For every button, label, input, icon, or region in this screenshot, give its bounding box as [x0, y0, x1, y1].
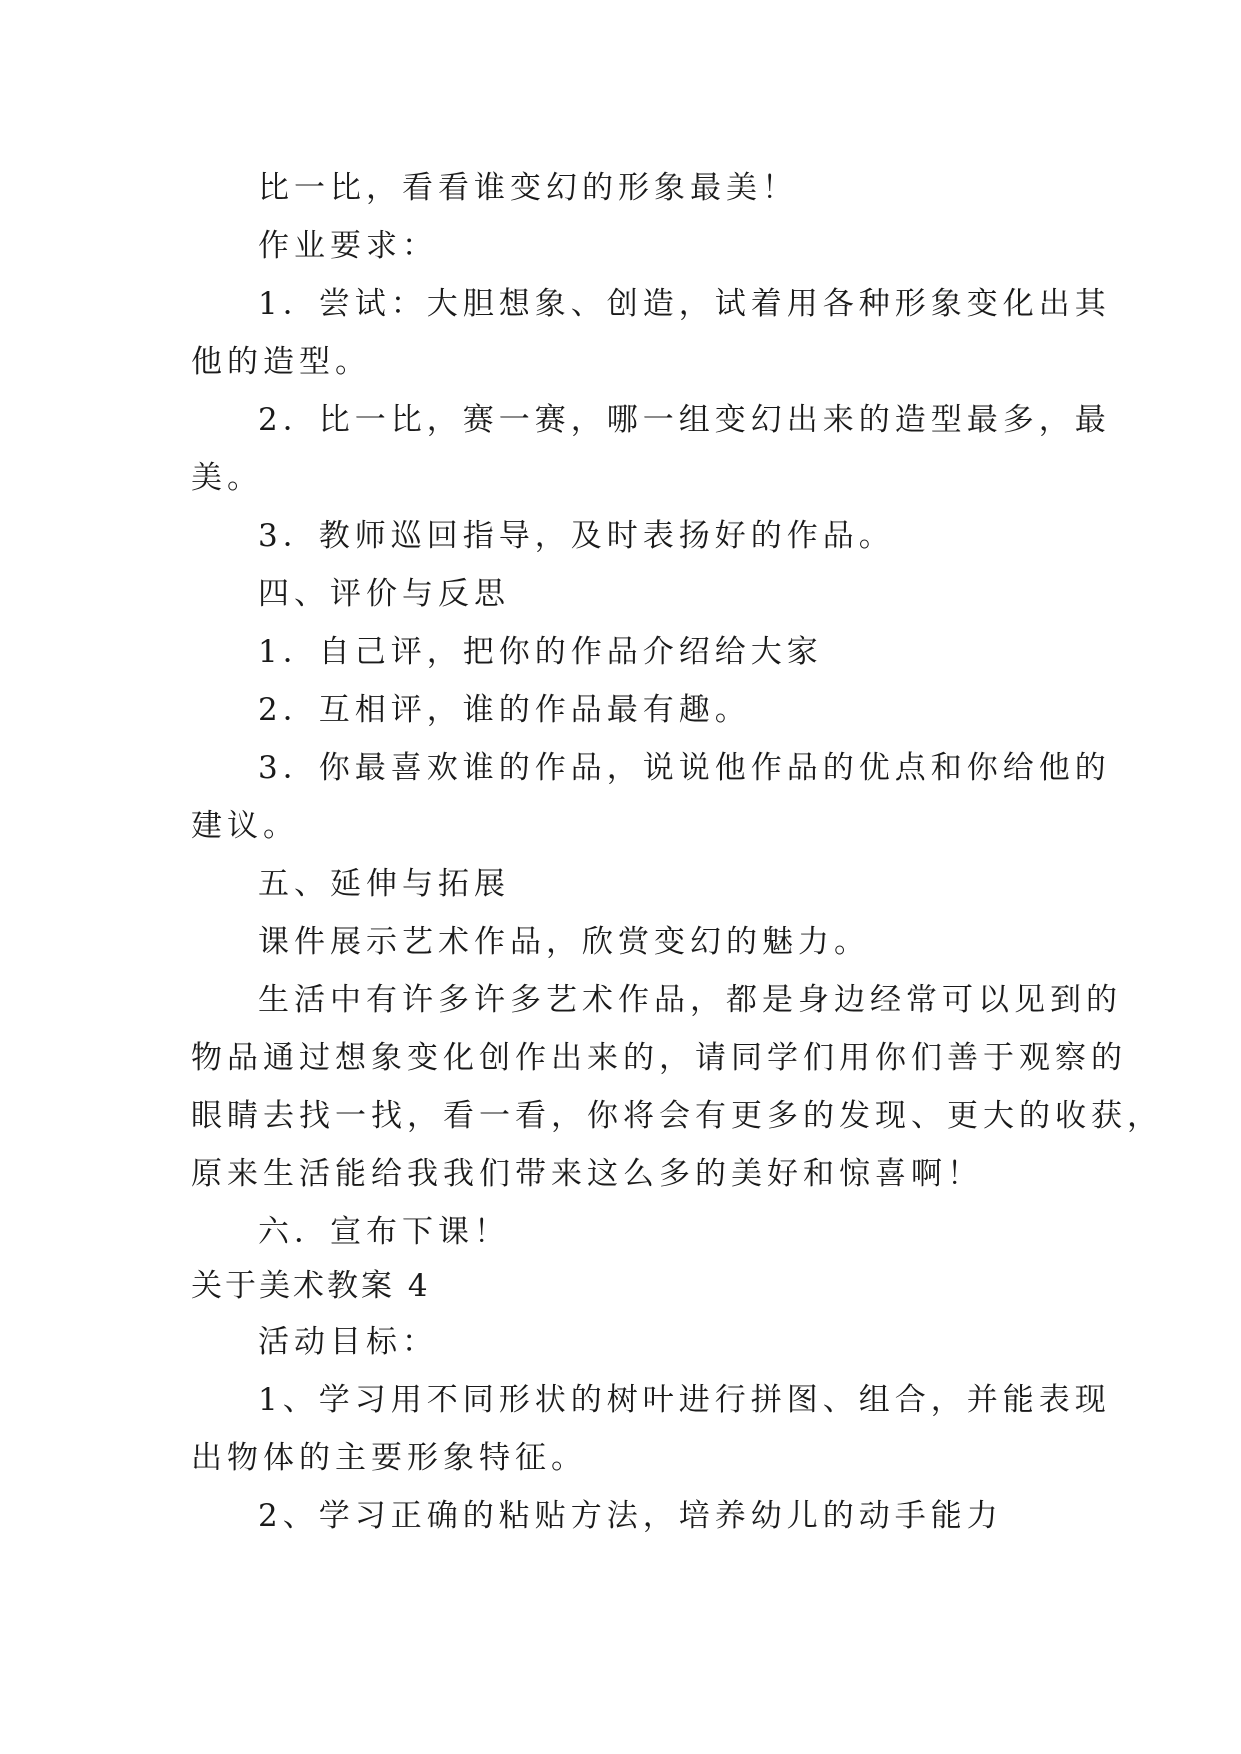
paragraph-line: 物品通过想象变化创作出来的，请同学们用你们善于观察的	[191, 1040, 1127, 1076]
paragraph-line: 原来生活能给我我们带来这么多的美好和惊喜啊！	[191, 1156, 983, 1192]
document-title: 关于美术教案 4	[191, 1268, 431, 1304]
paragraph-line: 1、学习用不同形状的树叶进行拼图、组合，并能表现	[258, 1382, 1111, 1418]
section-heading: 六．宣布下课！	[258, 1214, 510, 1250]
paragraph-line: 2．比一比，赛一赛，哪一组变幻出来的造型最多，最	[258, 402, 1111, 438]
paragraph-line: 2、学习正确的粘贴方法，培养幼儿的动手能力	[258, 1498, 1003, 1534]
paragraph-line: 1．自己评，把你的作品介绍给大家	[258, 634, 823, 670]
paragraph-line: 眼睛去找一找，看一看，你将会有更多的发现、更大的收获，	[191, 1098, 1163, 1134]
paragraph-line: 美。	[191, 460, 263, 496]
paragraph-line: 作业要求：	[258, 228, 438, 264]
paragraph-line: 他的造型。	[191, 344, 371, 380]
paragraph-line: 1．尝试：大胆想象、创造，试着用各种形象变化出其	[258, 286, 1111, 322]
section-heading: 五、延伸与拓展	[258, 866, 510, 902]
paragraph-line: 课件展示艺术作品，欣赏变幻的魅力。	[258, 924, 870, 960]
paragraph-line: 出物体的主要形象特征。	[191, 1440, 587, 1476]
paragraph-line: 3．你最喜欢谁的作品，说说他作品的优点和你给他的	[258, 750, 1111, 786]
paragraph-line: 2．互相评，谁的作品最有趣。	[258, 692, 751, 728]
paragraph-line: 活动目标：	[258, 1324, 438, 1360]
paragraph-line: 3．教师巡回指导，及时表扬好的作品。	[258, 518, 895, 554]
paragraph-line: 比一比，看看谁变幻的形象最美！	[258, 170, 798, 206]
paragraph-line: 生活中有许多许多艺术作品，都是身边经常可以见到的	[258, 982, 1122, 1018]
section-heading: 四、评价与反思	[258, 576, 510, 612]
paragraph-line: 建议。	[191, 808, 299, 844]
